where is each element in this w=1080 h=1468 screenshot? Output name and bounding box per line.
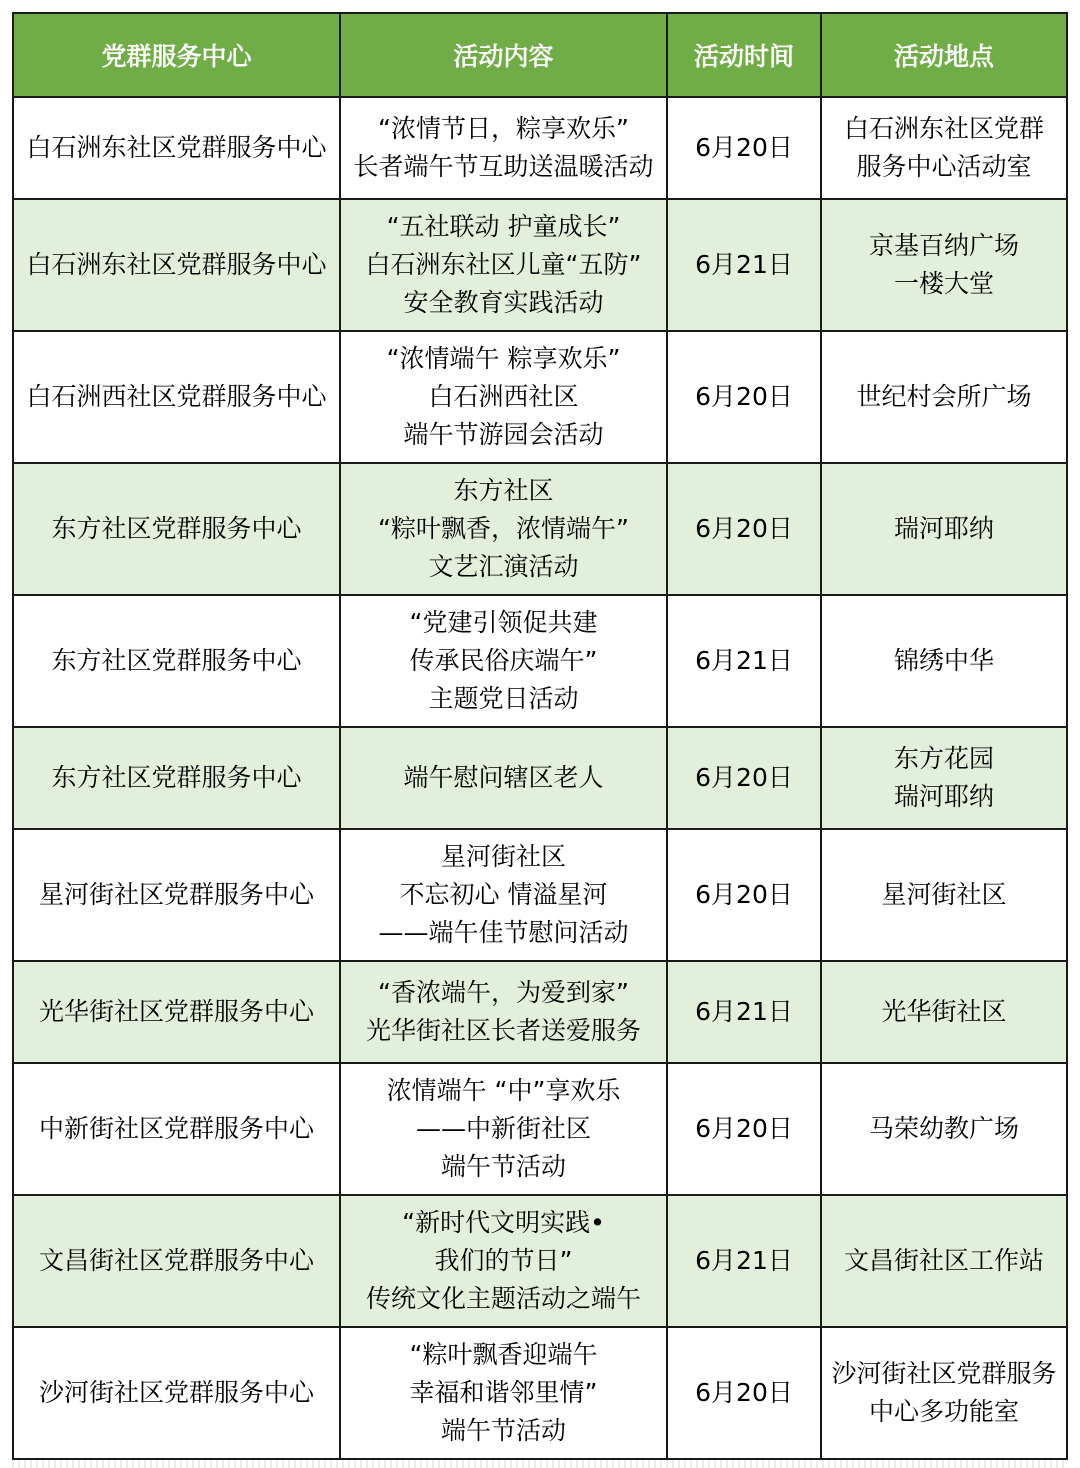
cell-location bbox=[821, 1327, 1067, 1459]
cell-time-text: 6月21日 bbox=[695, 646, 793, 675]
header-row bbox=[13, 13, 1067, 97]
cell-time-text: 6月20日 bbox=[695, 880, 793, 909]
sheet-bottom-edge bbox=[12, 1460, 1066, 1468]
cell-location bbox=[821, 1063, 1067, 1195]
cell-content-line: 主题党日活动 bbox=[428, 684, 579, 713]
table-row bbox=[13, 1063, 1067, 1195]
cell-content bbox=[340, 961, 667, 1063]
table-row bbox=[13, 727, 1067, 829]
events-table bbox=[12, 12, 1068, 1460]
cell-center bbox=[13, 1327, 340, 1459]
cell-content-line: 端午节活动 bbox=[440, 1416, 566, 1445]
cell-location bbox=[821, 331, 1067, 463]
cell-content-line: 安全教育实践活动 bbox=[403, 288, 604, 317]
cell-content bbox=[340, 829, 667, 961]
cell-location-line: 马荣幼教广场 bbox=[868, 1114, 1019, 1143]
cell-center-text: 沙河街社区党群服务中心 bbox=[38, 1378, 314, 1407]
cell-content-line: 不忘初心 情溢星河 bbox=[399, 880, 608, 909]
cell-time bbox=[667, 463, 821, 595]
cell-content-line: ——中新街社区 bbox=[415, 1114, 591, 1143]
cell-center-text: 中新街社区党群服务中心 bbox=[38, 1114, 314, 1143]
cell-time bbox=[667, 829, 821, 961]
cell-content-line: 光华街社区长者送爱服务 bbox=[365, 1016, 641, 1045]
cell-content-line: 长者端午节互助送温暖活动 bbox=[353, 152, 654, 181]
cell-content-line: “香浓端午，为爱到家” bbox=[378, 978, 629, 1007]
cell-content bbox=[340, 1327, 667, 1459]
cell-content bbox=[340, 1063, 667, 1195]
cell-location-line: 锦绣中华 bbox=[893, 646, 994, 675]
cell-center-text: 东方社区党群服务中心 bbox=[51, 646, 302, 675]
cell-time-text: 6月20日 bbox=[695, 763, 793, 792]
cell-location bbox=[821, 961, 1067, 1063]
cell-center bbox=[13, 463, 340, 595]
cell-content-line: “浓情端午 粽享欢乐” bbox=[386, 344, 621, 373]
cell-location-line: 瑞河耶纳 bbox=[893, 514, 994, 543]
cell-location-line: 星河街社区 bbox=[881, 880, 1007, 909]
cell-content-line: 浓情端午 “中”享欢乐 bbox=[386, 1076, 621, 1105]
cell-location-line: 一楼大堂 bbox=[893, 269, 994, 298]
cell-content bbox=[340, 595, 667, 727]
cell-content-line: 白石洲西社区 bbox=[428, 382, 579, 411]
table-row bbox=[13, 595, 1067, 727]
cell-center bbox=[13, 97, 340, 199]
cell-content-line: 传承民俗庆端午” bbox=[409, 646, 598, 675]
cell-location-line: 文昌街社区工作站 bbox=[843, 1246, 1044, 1275]
header-center: 党群服务中心 bbox=[13, 13, 340, 97]
cell-content bbox=[340, 97, 667, 199]
cell-location bbox=[821, 595, 1067, 727]
cell-location bbox=[821, 97, 1067, 199]
table-row bbox=[13, 97, 1067, 199]
cell-center-text: 光华街社区党群服务中心 bbox=[38, 997, 314, 1026]
cell-content bbox=[340, 199, 667, 331]
events-sheet bbox=[12, 12, 1066, 1460]
cell-center-text: 白石洲东社区党群服务中心 bbox=[26, 250, 327, 279]
cell-time-text: 6月20日 bbox=[695, 1378, 793, 1407]
table-body bbox=[13, 97, 1067, 1459]
cell-center bbox=[13, 1195, 340, 1327]
cell-time bbox=[667, 331, 821, 463]
table-row bbox=[13, 463, 1067, 595]
cell-content-line: 幸福和谐邻里情” bbox=[409, 1378, 598, 1407]
header-location: 活动地点 bbox=[821, 13, 1067, 97]
cell-content-line: “新时代文明实践• bbox=[402, 1208, 605, 1237]
cell-time-text: 6月20日 bbox=[695, 514, 793, 543]
table-row bbox=[13, 1327, 1067, 1459]
cell-content-line: 端午节游园会活动 bbox=[403, 420, 604, 449]
cell-content bbox=[340, 727, 667, 829]
cell-time-text: 6月20日 bbox=[695, 1114, 793, 1143]
table-row bbox=[13, 961, 1067, 1063]
cell-content-line: “浓情节日，粽享欢乐” bbox=[378, 114, 629, 143]
cell-time-text: 6月20日 bbox=[695, 133, 793, 162]
cell-location-line: 白石洲东社区党群 bbox=[843, 114, 1044, 143]
cell-content-line: 白石洲东社区儿童“五防” bbox=[365, 250, 642, 279]
header-time: 活动时间 bbox=[667, 13, 821, 97]
cell-time-text: 6月21日 bbox=[695, 997, 793, 1026]
cell-time bbox=[667, 1327, 821, 1459]
cell-time bbox=[667, 727, 821, 829]
cell-content bbox=[340, 463, 667, 595]
cell-center-text: 东方社区党群服务中心 bbox=[51, 514, 302, 543]
cell-content-line: 端午慰问辖区老人 bbox=[403, 763, 604, 792]
header-content: 活动内容 bbox=[340, 13, 667, 97]
cell-center-text: 星河街社区党群服务中心 bbox=[38, 880, 314, 909]
cell-time-text: 6月21日 bbox=[695, 1246, 793, 1275]
cell-location-line: 东方花园 bbox=[893, 744, 994, 773]
cell-location-line: 京基百纳广场 bbox=[868, 231, 1019, 260]
cell-center-text: 东方社区党群服务中心 bbox=[51, 763, 302, 792]
table-row bbox=[13, 331, 1067, 463]
cell-center bbox=[13, 595, 340, 727]
cell-location-line: 瑞河耶纳 bbox=[893, 782, 994, 811]
cell-time-text: 6月21日 bbox=[695, 250, 793, 279]
cell-center-text: 白石洲西社区党群服务中心 bbox=[26, 382, 327, 411]
cell-content-line: 端午节活动 bbox=[440, 1152, 566, 1181]
cell-location-line: 服务中心活动室 bbox=[856, 152, 1032, 181]
cell-time bbox=[667, 199, 821, 331]
cell-content bbox=[340, 1195, 667, 1327]
cell-time bbox=[667, 97, 821, 199]
cell-location-line: 世纪村会所广场 bbox=[856, 382, 1032, 411]
cell-center bbox=[13, 331, 340, 463]
cell-location bbox=[821, 463, 1067, 595]
cell-location bbox=[821, 1195, 1067, 1327]
cell-content-line: 文艺汇演活动 bbox=[428, 552, 579, 581]
cell-time-text: 6月20日 bbox=[695, 382, 793, 411]
table-row bbox=[13, 829, 1067, 961]
cell-location bbox=[821, 199, 1067, 331]
cell-center bbox=[13, 199, 340, 331]
cell-content-line: 东方社区 bbox=[453, 476, 554, 505]
cell-center-text: 白石洲东社区党群服务中心 bbox=[26, 133, 327, 162]
table-row bbox=[13, 1195, 1067, 1327]
cell-content-line: 传统文化主题活动之端午 bbox=[365, 1284, 641, 1313]
table-row bbox=[13, 199, 1067, 331]
cell-content-line: 我们的节日” bbox=[434, 1246, 573, 1275]
cell-location bbox=[821, 829, 1067, 961]
cell-center bbox=[13, 727, 340, 829]
cell-center bbox=[13, 829, 340, 961]
cell-center bbox=[13, 1063, 340, 1195]
cell-content-line: ——端午佳节慰问活动 bbox=[378, 918, 629, 947]
cell-location-line: 沙河街社区党群服务 bbox=[831, 1359, 1057, 1388]
cell-center bbox=[13, 961, 340, 1063]
cell-location-line: 光华街社区 bbox=[881, 997, 1007, 1026]
cell-content-line: “粽叶飘香迎端午 bbox=[409, 1340, 598, 1369]
cell-content-line: “党建引领促共建 bbox=[409, 608, 598, 637]
cell-time bbox=[667, 595, 821, 727]
cell-content-line: “粽叶飘香，浓情端午” bbox=[378, 514, 629, 543]
cell-center-text: 文昌街社区党群服务中心 bbox=[38, 1246, 314, 1275]
cell-location bbox=[821, 727, 1067, 829]
cell-time bbox=[667, 1063, 821, 1195]
cell-content bbox=[340, 331, 667, 463]
cell-location-line: 中心多功能室 bbox=[868, 1397, 1019, 1426]
cell-content-line: 星河街社区 bbox=[440, 842, 566, 871]
cell-content-line: “五社联动 护童成长” bbox=[386, 212, 621, 241]
cell-time bbox=[667, 1195, 821, 1327]
cell-time bbox=[667, 961, 821, 1063]
